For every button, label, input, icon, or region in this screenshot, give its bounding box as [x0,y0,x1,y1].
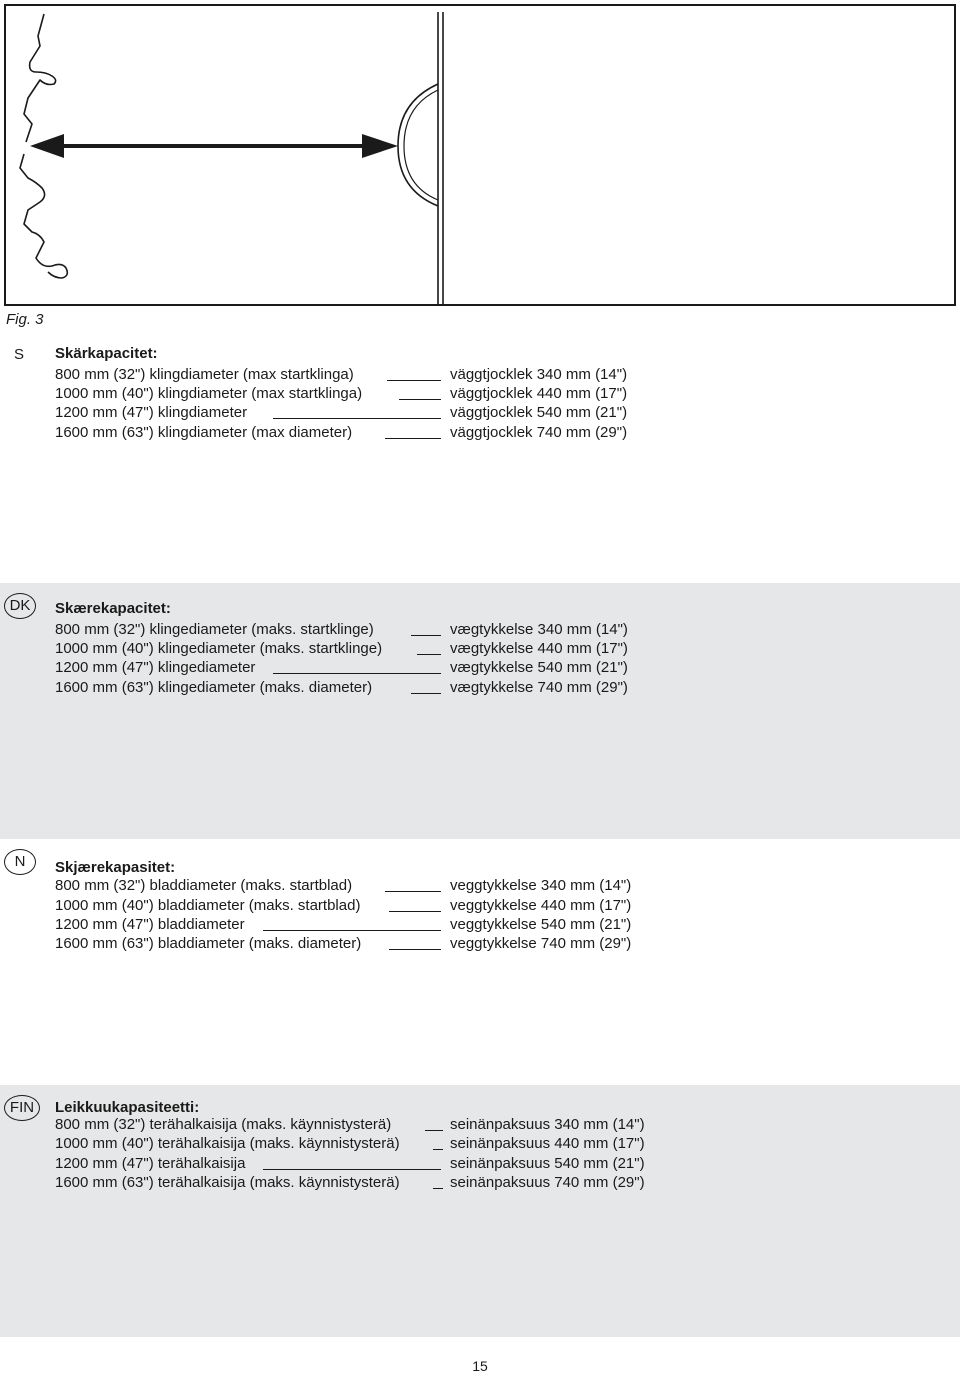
blade-diameter-label: 800 mm (32") klingediameter (maks. startklinge) [55,621,374,638]
blade-diameter-label: 1000 mm (40") klingediameter (maks. startklinge) [55,640,383,657]
wall-cutting-illustration [6,6,954,304]
wall-thickness-value: väggtjocklek 440 mm (17") [450,385,628,402]
leader-line [433,1188,443,1189]
leader-line [385,438,441,439]
wall-thickness-value: väggtjocklek 340 mm (14") [450,366,628,383]
wall-thickness-value: vægtykkelse 540 mm (21") [450,659,628,676]
language-code-badge: S [13,346,24,363]
page-number: 15 [472,1358,488,1374]
blade-diameter-label: 1200 mm (47") klingediameter [55,659,256,676]
blade-diameter-label: 1600 mm (63") bladdiameter (maks. diameter) [55,935,362,952]
leader-line [411,635,441,636]
blade-diameter-label: 1000 mm (40") bladdiameter (maks. startblad) [55,897,361,914]
language-code-badge: N [4,849,36,875]
section-norwegian [0,839,960,1085]
leader-line [425,1130,443,1131]
wall-thickness-value: vægtykkelse 740 mm (29") [450,679,628,696]
blade-diameter-label: 1200 mm (47") klingdiameter [55,404,248,421]
leader-line [433,1149,443,1150]
section-title: Skjærekapasitet: [55,859,176,876]
leader-line [273,418,441,419]
wall-thickness-value: vægtykkelse 340 mm (14") [450,621,628,638]
blade-diameter-label: 1200 mm (47") bladdiameter [55,916,245,933]
leader-line [411,693,441,694]
blade-diameter-label: 800 mm (32") klingdiameter (max startklinga) [55,366,354,383]
wall-thickness-value: veggtykkelse 340 mm (14") [450,877,632,894]
leader-line [387,380,441,381]
section-danish [0,583,960,839]
blade-diameter-label: 800 mm (32") bladdiameter (maks. startblad) [55,877,353,894]
wall-thickness-value: vægtykkelse 440 mm (17") [450,640,628,657]
wall-thickness-value: seinänpaksuus 740 mm (29") [450,1174,645,1191]
wall-thickness-value: väggtjocklek 540 mm (21") [450,404,628,421]
leader-line [263,1169,441,1170]
blade-diameter-label: 800 mm (32") terähalkaisija (maks. käynnistysterä) [55,1116,392,1133]
section-swedish [0,333,960,583]
wall-thickness-value: väggtjocklek 740 mm (29") [450,424,628,441]
blade-diameter-label: 1600 mm (63") klingediameter (maks. diameter) [55,679,373,696]
wall-thickness-value: veggtykkelse 740 mm (29") [450,935,632,952]
leader-line [273,673,441,674]
wall-thickness-value: veggtykkelse 540 mm (21") [450,916,632,933]
blade-diameter-label: 1600 mm (63") klingdiameter (max diameter) [55,424,353,441]
section-title: Leikkuukapasiteetti: [55,1099,200,1116]
section-finnish [0,1085,960,1337]
figure-caption: Fig. 3 [6,311,44,328]
blade-diameter-label: 1000 mm (40") klingdiameter (max startklinga) [55,385,363,402]
blade-diameter-label: 1200 mm (47") terähalkaisija [55,1155,246,1172]
leader-line [399,399,441,400]
wall-thickness-value: veggtykkelse 440 mm (17") [450,897,632,914]
leader-line [417,654,441,655]
section-title: Skærekapacitet: [55,600,171,617]
wall-thickness-value: seinänpaksuus 440 mm (17") [450,1135,645,1152]
section-title: Skärkapacitet: [55,345,158,362]
language-code-badge: DK [4,593,36,619]
language-code-badge: FIN [4,1095,40,1121]
wall-thickness-value: seinänpaksuus 340 mm (14") [450,1116,645,1133]
leader-line [385,891,441,892]
double-arrow-icon [30,134,398,158]
wall-thickness-value: seinänpaksuus 540 mm (21") [450,1155,645,1172]
figure-panel [4,4,956,306]
leader-line [389,911,441,912]
leader-line [389,949,441,950]
blade-diameter-label: 1600 mm (63") terähalkaisija (maks. käynnistysterä) [55,1174,400,1191]
blade-diameter-label: 1000 mm (40") terähalkaisija (maks. käynnistysterä) [55,1135,400,1152]
leader-line [263,930,441,931]
